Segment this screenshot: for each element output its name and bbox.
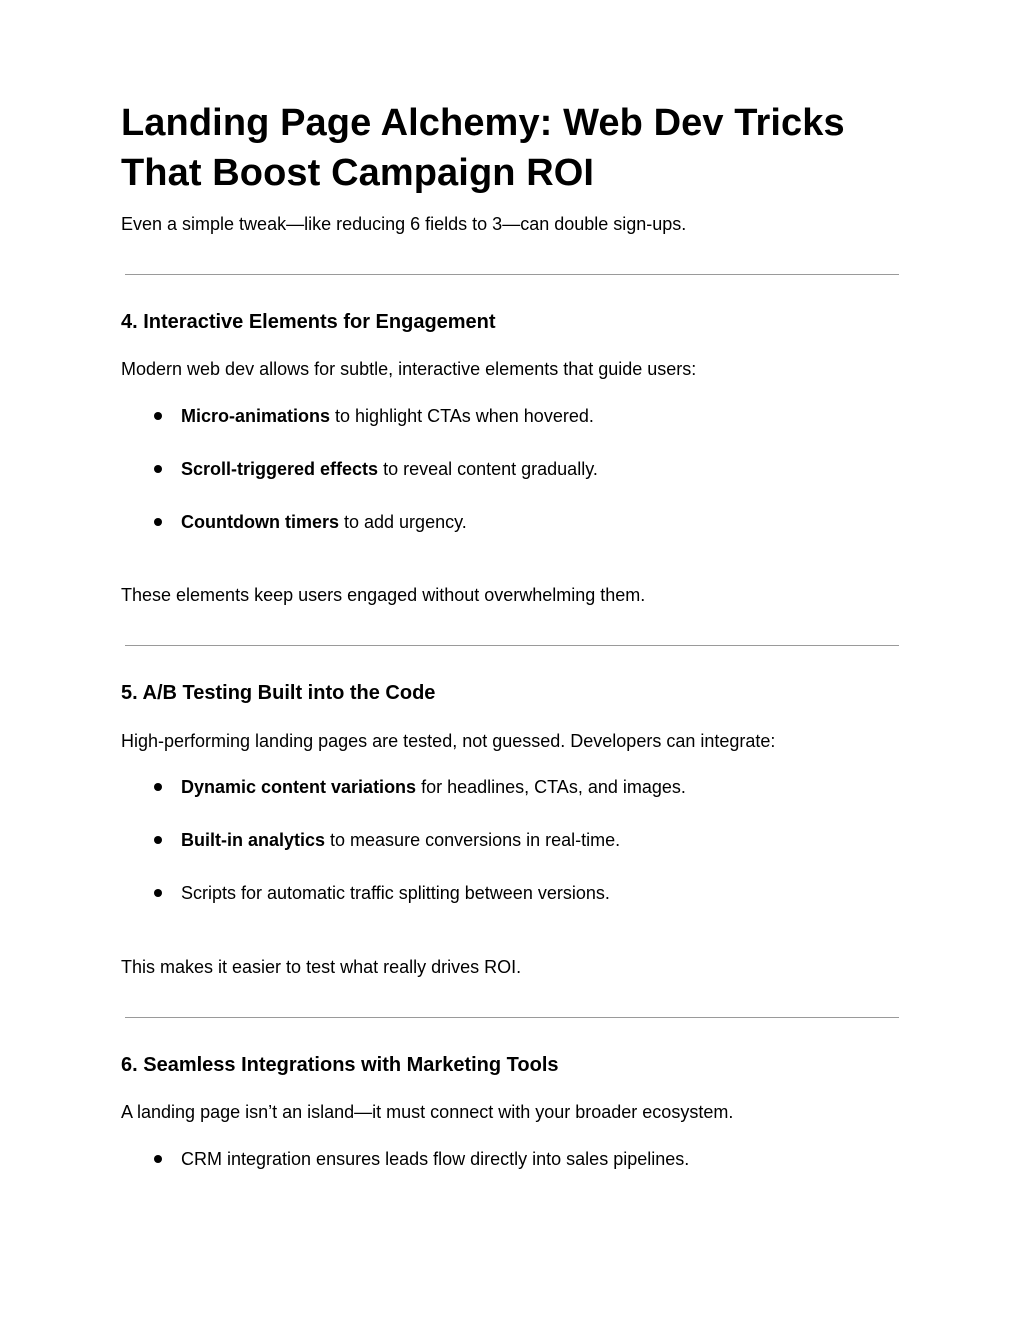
bullet-icon xyxy=(154,889,162,897)
section-outro: These elements keep users engaged without overwhelming them. xyxy=(121,585,646,605)
bullet-icon xyxy=(154,412,162,420)
bullet-icon xyxy=(154,836,162,844)
section-divider xyxy=(125,274,899,275)
document-subtitle: Even a simple tweak—like reducing 6 fields to 3—can double sign-ups. xyxy=(121,214,687,234)
section-intro: High-performing landing pages are tested, not guessed. Developers can integrate: xyxy=(121,731,776,751)
document-title: Landing Page Alchemy: Web Dev Tricks That Boost Campaign ROI xyxy=(121,102,845,194)
bullet-icon xyxy=(154,465,162,473)
list-item-text: Scripts for automatic traffic splitting between versions. xyxy=(181,883,610,903)
section-heading: 5. A/B Testing Built into the Code xyxy=(121,682,436,704)
list-item-bold: Dynamic content variations xyxy=(181,777,417,797)
list-item-bold: Scroll-triggered effects xyxy=(181,459,379,479)
list-item-text: to highlight CTAs when hovered. xyxy=(330,406,594,426)
section-heading: 4. Interactive Elements for Engagement xyxy=(121,311,496,333)
list-item-text: to add urgency. xyxy=(339,512,467,532)
bullet-icon xyxy=(154,518,162,526)
section-intro: Modern web dev allows for subtle, interactive elements that guide users: xyxy=(121,359,697,379)
list-item-text: for headlines, CTAs, and images. xyxy=(416,777,686,797)
list-item-bold: Micro-animations xyxy=(181,406,331,426)
section-intro: A landing page isn’t an island—it must connect with your broader ecosystem. xyxy=(121,1102,734,1122)
list-item-text: to reveal content gradually. xyxy=(378,459,598,479)
list-item-bold: Built-in analytics xyxy=(181,830,326,850)
list-item-bold: Countdown timers xyxy=(181,512,339,532)
bullet-icon xyxy=(154,783,162,791)
section-outro: This makes it easier to test what really drives ROI. xyxy=(121,957,522,977)
list-item-text: to measure conversions in real-time. xyxy=(325,830,621,850)
section-divider xyxy=(125,1017,899,1018)
section-heading: 6. Seamless Integrations with Marketing Tools xyxy=(121,1054,559,1076)
list-item-text: CRM integration ensures leads flow directly into sales pipelines. xyxy=(181,1149,690,1169)
section-divider xyxy=(125,645,899,646)
bullet-icon xyxy=(154,1155,162,1163)
